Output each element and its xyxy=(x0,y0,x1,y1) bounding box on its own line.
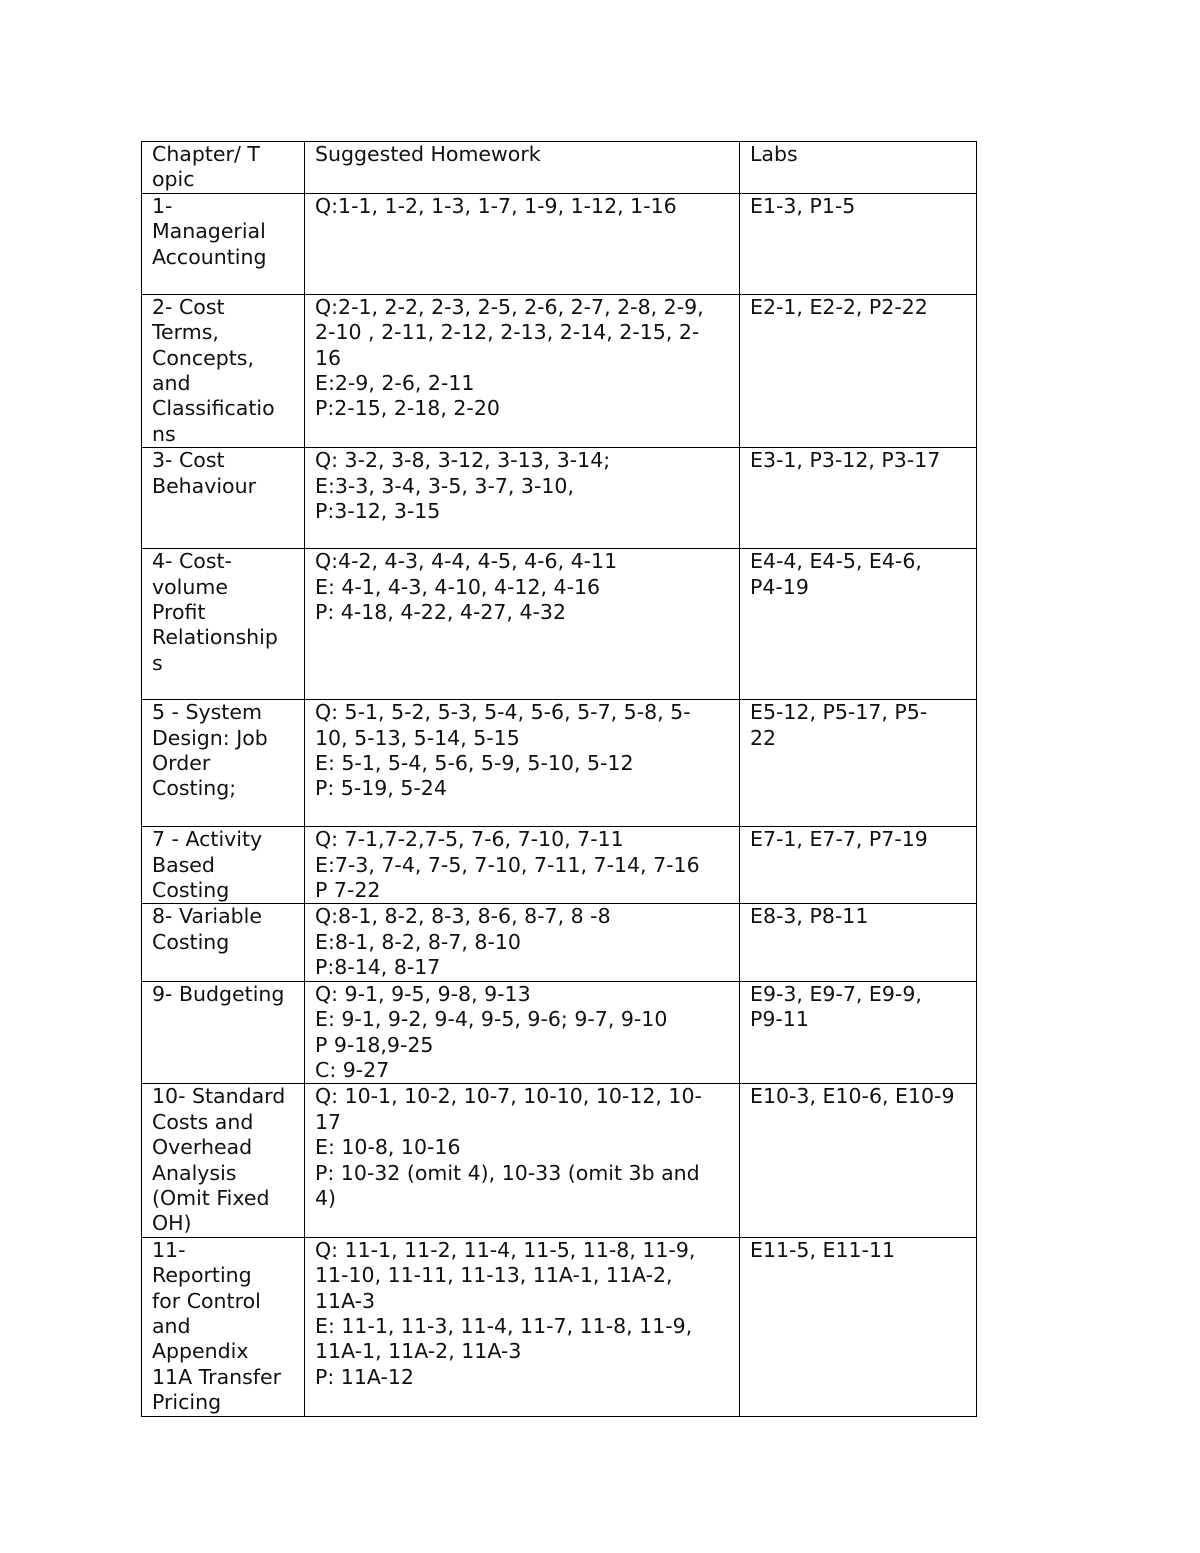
topic-cell xyxy=(142,1084,305,1237)
homework-cell-line: 10, 5-13, 5-14, 5-15 xyxy=(315,725,520,750)
homework-cell-line: 17 xyxy=(315,1109,342,1134)
homework-cell-line: P:2-15, 2-18, 2-20 xyxy=(315,396,500,421)
table-row xyxy=(142,1237,977,1416)
homework-cell-line: E: 9-1, 9-2, 9-4, 9-5, 9-6; 9-7, 9-10 xyxy=(315,1007,668,1032)
topic-cell-line: 4- Cost- xyxy=(152,549,232,574)
topic-cell-line: Accounting xyxy=(152,244,267,269)
homework-cell-line: P:3-12, 3-15 xyxy=(315,499,441,524)
topic-cell-line: 1- xyxy=(152,193,173,218)
topic-cell-line: Behaviour xyxy=(152,473,257,498)
labs-cell-line: E3-1, P3-12, P3-17 xyxy=(750,448,941,473)
homework-cell xyxy=(305,549,740,700)
topic-cell-line: Based xyxy=(152,852,215,877)
homework-cell-line: P: 11A-12 xyxy=(315,1364,414,1389)
topic-cell-line: 11- xyxy=(152,1237,186,1262)
topic-cell-line: Relationship xyxy=(152,625,278,650)
topic-cell-line: Costing xyxy=(152,878,230,903)
topic-cell-line: volume xyxy=(152,574,228,599)
topic-cell-line: Costing; xyxy=(152,776,237,801)
table-row xyxy=(142,193,977,294)
homework-cell-line: 11A-1, 11A-2, 11A-3 xyxy=(315,1339,522,1364)
labs-cell-line: E9-3, E9-7, E9-9, xyxy=(750,981,922,1006)
labs-cell-line: E2-1, E2-2, P2-22 xyxy=(750,294,928,319)
homework-cell-line: 2-10 , 2-11, 2-12, 2-13, 2-14, 2-15, 2- xyxy=(315,320,700,345)
table-row xyxy=(142,1084,977,1237)
topic-cell xyxy=(142,1237,305,1416)
topic-cell-line: and xyxy=(152,1313,191,1338)
homework-cell-line: Q:2-1, 2-2, 2-3, 2-5, 2-6, 2-7, 2-8, 2-9, xyxy=(315,294,704,319)
homework-cell-line: Q: 10-1, 10-2, 10-7, 10-10, 10-12, 10- xyxy=(315,1084,702,1109)
labs-cell-line: E8-3, P8-11 xyxy=(750,904,869,929)
topic-cell-line: 5 - System xyxy=(152,700,262,725)
topic-cell-line: 3- Cost xyxy=(152,448,225,473)
topic-cell-line: s xyxy=(152,650,163,675)
table-row xyxy=(142,448,977,549)
homework-cell-line: E: 5-1, 5-4, 5-6, 5-9, 5-10, 5-12 xyxy=(315,751,634,776)
homework-cell-line: 4) xyxy=(315,1185,337,1210)
topic-cell-line: Appendix xyxy=(152,1339,249,1364)
topic-cell-line: Analysis xyxy=(152,1160,237,1185)
topic-cell-line: Terms, xyxy=(152,320,219,345)
table-row xyxy=(142,700,977,827)
labs-cell-line: P9-11 xyxy=(750,1007,809,1032)
topic-cell-line: Design: Job xyxy=(152,725,268,750)
homework-cell-line: E:7-3, 7-4, 7-5, 7-10, 7-11, 7-14, 7-16 xyxy=(315,852,700,877)
homework-cell-line: P 7-22 xyxy=(315,878,381,903)
homework-cell-line: Q: 11-1, 11-2, 11-4, 11-5, 11-8, 11-9, xyxy=(315,1237,696,1262)
labs-cell-line: E11-5, E11-11 xyxy=(750,1237,896,1262)
header-label: Labs xyxy=(750,142,798,166)
topic-cell-line: Concepts, xyxy=(152,345,254,370)
topic-cell xyxy=(142,294,305,447)
topic-cell xyxy=(142,549,305,700)
homework-cell-line: 11-10, 11-11, 11-13, 11A-1, 11A-2, xyxy=(315,1263,673,1288)
header-labs xyxy=(740,142,977,194)
labs-cell-line: E10-3, E10-6, E10-9 xyxy=(750,1084,955,1109)
topic-cell-line: Reporting xyxy=(152,1263,252,1288)
homework-cell xyxy=(305,294,740,447)
homework-cell-line: E:8-1, 8-2, 8-7, 8-10 xyxy=(315,929,521,954)
homework-table xyxy=(141,141,977,1417)
table-row xyxy=(142,549,977,700)
homework-cell-line: Q: 7-1,7-2,7-5, 7-6, 7-10, 7-11 xyxy=(315,827,624,852)
labs-cell-line: P4-19 xyxy=(750,574,809,599)
labs-cell-line: 22 xyxy=(750,725,777,750)
topic-cell-line: 9- Budgeting xyxy=(152,981,285,1006)
labs-cell xyxy=(740,1237,977,1416)
table-header-row xyxy=(142,142,977,194)
topic-cell-line: Order xyxy=(152,751,211,776)
labs-cell xyxy=(740,448,977,549)
topic-cell-line: Profit xyxy=(152,600,206,625)
homework-cell-line: Q: 9-1, 9-5, 9-8, 9-13 xyxy=(315,981,531,1006)
topic-cell-line: for Control xyxy=(152,1288,261,1313)
topic-cell-line: 10- Standard xyxy=(152,1084,286,1109)
topic-cell-line: Managerial xyxy=(152,219,266,244)
header-suggested-homework xyxy=(305,142,740,194)
labs-cell xyxy=(740,193,977,294)
homework-cell xyxy=(305,448,740,549)
topic-cell xyxy=(142,827,305,904)
homework-cell-line: C: 9-27 xyxy=(315,1057,390,1082)
homework-cell-line: P 9-18,9-25 xyxy=(315,1032,434,1057)
homework-cell-line: Q:1-1, 1-2, 1-3, 1-7, 1-9, 1-12, 1-16 xyxy=(315,193,677,218)
topic-cell-line: 7 - Activity xyxy=(152,827,263,852)
homework-cell-line: P: 4-18, 4-22, 4-27, 4-32 xyxy=(315,600,566,625)
labs-cell xyxy=(740,827,977,904)
homework-cell-line: E: 4-1, 4-3, 4-10, 4-12, 4-16 xyxy=(315,574,601,599)
table-body xyxy=(142,142,977,1417)
topic-cell-line: ns xyxy=(152,421,176,446)
topic-cell-line: Pricing xyxy=(152,1390,222,1415)
labs-cell-line: E5-12, P5-17, P5- xyxy=(750,700,928,725)
homework-cell xyxy=(305,827,740,904)
topic-cell-line: 8- Variable xyxy=(152,904,262,929)
labs-cell xyxy=(740,700,977,827)
homework-cell-line: E: 10-8, 10-16 xyxy=(315,1135,461,1160)
topic-cell xyxy=(142,193,305,294)
topic-cell xyxy=(142,981,305,1084)
table-row xyxy=(142,981,977,1084)
topic-cell-line: Classificatio xyxy=(152,396,275,421)
homework-cell xyxy=(305,1084,740,1237)
topic-cell-line: Costing xyxy=(152,929,230,954)
header-label: Suggested Homework xyxy=(315,142,541,166)
header-label: Chapter/ Topic xyxy=(152,142,260,192)
topic-cell xyxy=(142,700,305,827)
table-row xyxy=(142,904,977,981)
homework-cell-line: Q: 5-1, 5-2, 5-3, 5-4, 5-6, 5-7, 5-8, 5- xyxy=(315,700,691,725)
labs-cell xyxy=(740,549,977,700)
topic-cell-line: 11A Transfer xyxy=(152,1364,282,1389)
homework-cell-line: E: 11-1, 11-3, 11-4, 11-7, 11-8, 11-9, xyxy=(315,1313,693,1338)
labs-cell xyxy=(740,981,977,1084)
homework-cell-line: 16 xyxy=(315,345,342,370)
topic-cell-line: and xyxy=(152,371,191,396)
homework-cell xyxy=(305,193,740,294)
homework-cell-line: 11A-3 xyxy=(315,1288,376,1313)
labs-cell-line: E4-4, E4-5, E4-6, xyxy=(750,549,922,574)
homework-cell xyxy=(305,700,740,827)
homework-cell-line: P: 5-19, 5-24 xyxy=(315,776,447,801)
homework-cell-line: E:2-9, 2-6, 2-11 xyxy=(315,371,475,396)
table-row xyxy=(142,827,977,904)
homework-cell-line: P: 10-32 (omit 4), 10-33 (omit 3b and xyxy=(315,1160,700,1185)
labs-cell xyxy=(740,904,977,981)
homework-cell-line: P:8-14, 8-17 xyxy=(315,955,441,980)
homework-cell xyxy=(305,1237,740,1416)
table-row xyxy=(142,294,977,447)
labs-cell xyxy=(740,1084,977,1237)
labs-cell-line: E1-3, P1-5 xyxy=(750,193,856,218)
topic-cell-line: (Omit Fixed xyxy=(152,1185,270,1210)
topic-cell-line: Overhead xyxy=(152,1135,253,1160)
homework-cell-line: Q:8-1, 8-2, 8-3, 8-6, 8-7, 8 -8 xyxy=(315,904,611,929)
labs-cell xyxy=(740,294,977,447)
homework-cell-line: Q: 3-2, 3-8, 3-12, 3-13, 3-14; xyxy=(315,448,611,473)
homework-cell xyxy=(305,981,740,1084)
header-chapter-topic xyxy=(142,142,305,194)
topic-cell xyxy=(142,904,305,981)
labs-cell-line: E7-1, E7-7, P7-19 xyxy=(750,827,928,852)
topic-cell-line: OH) xyxy=(152,1211,192,1236)
homework-cell-line: Q:4-2, 4-3, 4-4, 4-5, 4-6, 4-11 xyxy=(315,549,618,574)
topic-cell-line: Costs and xyxy=(152,1109,254,1134)
topic-cell-line: 2- Cost xyxy=(152,294,225,319)
homework-cell-line: E:3-3, 3-4, 3-5, 3-7, 3-10, xyxy=(315,473,574,498)
homework-cell xyxy=(305,904,740,981)
topic-cell xyxy=(142,448,305,549)
